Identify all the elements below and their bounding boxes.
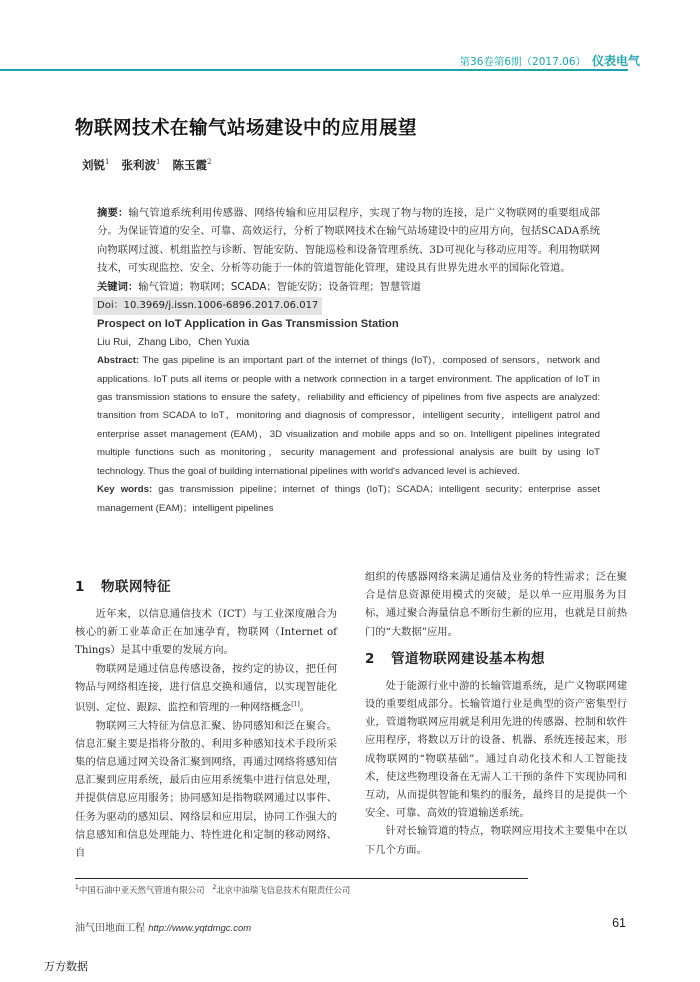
author: 张利波$^1$ (121, 158, 161, 172)
paragraph: 近年来，以信息通信技术（ICT）与工业深度融合为核心的新工业革命正在加速孕育，物联网（Internet of Things）是其中重要的发展方向。 (75, 608, 337, 657)
english-authors: Liu Rui，Zhang Libo，Chen Yuxia (97, 336, 250, 348)
section-heading: 2 管道物联网建设基本构想 (365, 650, 545, 667)
doi-line (97, 296, 600, 315)
section-heading: 1 物联网特征 (75, 579, 171, 595)
author-list (82, 157, 211, 173)
abstract-en: Abstract: The gas pipeline is an important part of the internet of things (IoT)，composed of sensors，network and applications. IoT puts all items or people with a network connection in a target environment. The application of IoT in gas transmission stations to ensure the safety，reliability and efficiency of pipelines from five aspects are analyzed: transition from SCADA to IoT，monitoring and diagnosis of compressor，intelligent security，intelligent patrol and enterprise asset management (EAM)，3D visualization and mobile apps and so on. Intelligent pipelines integrated multiple functions such as monitoring，security management and professional analysis are built by using IoT technology. Thus the goal of building international pipelines with world's advanced level is achieved. (97, 355, 600, 477)
body-column-right (365, 568, 627, 859)
abstract-cn: 摘要：输气管道系统利用传感器、网络传输和应用层程序，实现了物与物的连接，是广义物联网的重要组成部分。为保证管道的安全、可靠、高效运行，分析了物联网技术在输气站场建设中的应用方向，包括SCADA系统向物联网过渡、机组监控与诊断、智能安防、智能巡检和设备管理系统、3D可视化与移动应用等。利用物联网技术，可实现监控、安全、分析等功能于一体的管道智能化管理，建设具有世界先进水平的国际化管道。 (97, 207, 601, 275)
english-title: Prospect on IoT Application in Gas Transmission Station (97, 318, 399, 331)
watermark: 万方数据 (44, 960, 88, 973)
footer-journal: 油气田地面工程 http://www.yqtdmgc.com (75, 923, 252, 934)
article-title: 物联网技术在输气站场建设中的应用展望 (75, 118, 418, 139)
paragraph: 处于能源行业中游的长输管道系统，是广义物联网建设的重要组成部分。长输管道行业是典型的资产密集型行业，管道物联网应用就是利用先进的传感器、控制和软件应用程序，将数以万计的设备、机器、系统连接起来，形成物联网的“物联基础”。通过自动化技术和人工智能技术，使这些物理设备在无需人工干预的条件下实现协同和互动，从而提供智能和集约的服务，最终目的是提供一个安全、可靠、高效的管道输送系统。 (365, 679, 627, 820)
citation-ref: [1] (291, 701, 300, 709)
body-column-left (75, 577, 337, 862)
paragraph-continued: 组织的传感器网络来满足通信及业务的特性需求；泛在聚合是信息资源使用模式的突破，是以单一应用服务为目标，通过聚合海量信息不断衍生新的应用，也就是目前热门的“大数据”应用。 (365, 571, 627, 638)
paragraph: 物联网三大特征为信息汇聚、协同感知和泛在聚合。信息汇聚主要是指将分散的、利用多种感知技术手段所采集的信息通过网关设备汇聚到网络，再通过网络将感知信息汇聚到应用系统，最后由应用系统集中进行信息处理，并提供信息应用服务；协同感知是指物联网通过以事件、任务为驱动的感知层、网络层和应用层，协同工作强大的信息感知和信息处理能力、特性进化和定制的移动网络、自 (75, 719, 337, 860)
doi: Doi：10.3969/j.issn.1006-6896.2017.06.017 (93, 297, 322, 315)
page-number: 61 (612, 916, 626, 930)
paragraph: 针对长输管道的特点，物联网应用技术主要集中在以下几个方面。 (365, 825, 627, 856)
keywords-cn: 关键词：输气管道；物联网；SCADA；智能安防；设备管理；智慧管道 (97, 280, 421, 293)
journal-url[interactable]: http://www.yqtdmgc.com (148, 923, 252, 934)
author: 陈玉霞$^2$ (172, 158, 212, 172)
footnote-rule (75, 878, 528, 879)
abstract-block (97, 204, 600, 518)
running-header (460, 52, 640, 69)
author: 刘锐$^1$ (82, 158, 110, 172)
journal-name: 仪表电气 (591, 54, 640, 68)
issue-info: 第36卷第6期（2017.06） (459, 56, 586, 68)
affiliation-footnotes: $^1$中国石油中亚天然气管道有限公司 $^2$北京中油瑞飞信息技术有限责任公司 (75, 884, 351, 895)
paragraph: 物联网是通过信息传感设备，按约定的协议，把任何物品与网络相连接，进行信息交换和通信，以实现智能化识别、定位、跟踪、监控和管理的一种网络概念[1]。 (75, 662, 337, 714)
header-rule (0, 69, 628, 71)
keywords-en: Key words: gas transmission pipeline；internet of things (IoT)；SCADA；intelligent security；enterprise asset management (EAM)；intelligent pipelines (97, 484, 600, 514)
